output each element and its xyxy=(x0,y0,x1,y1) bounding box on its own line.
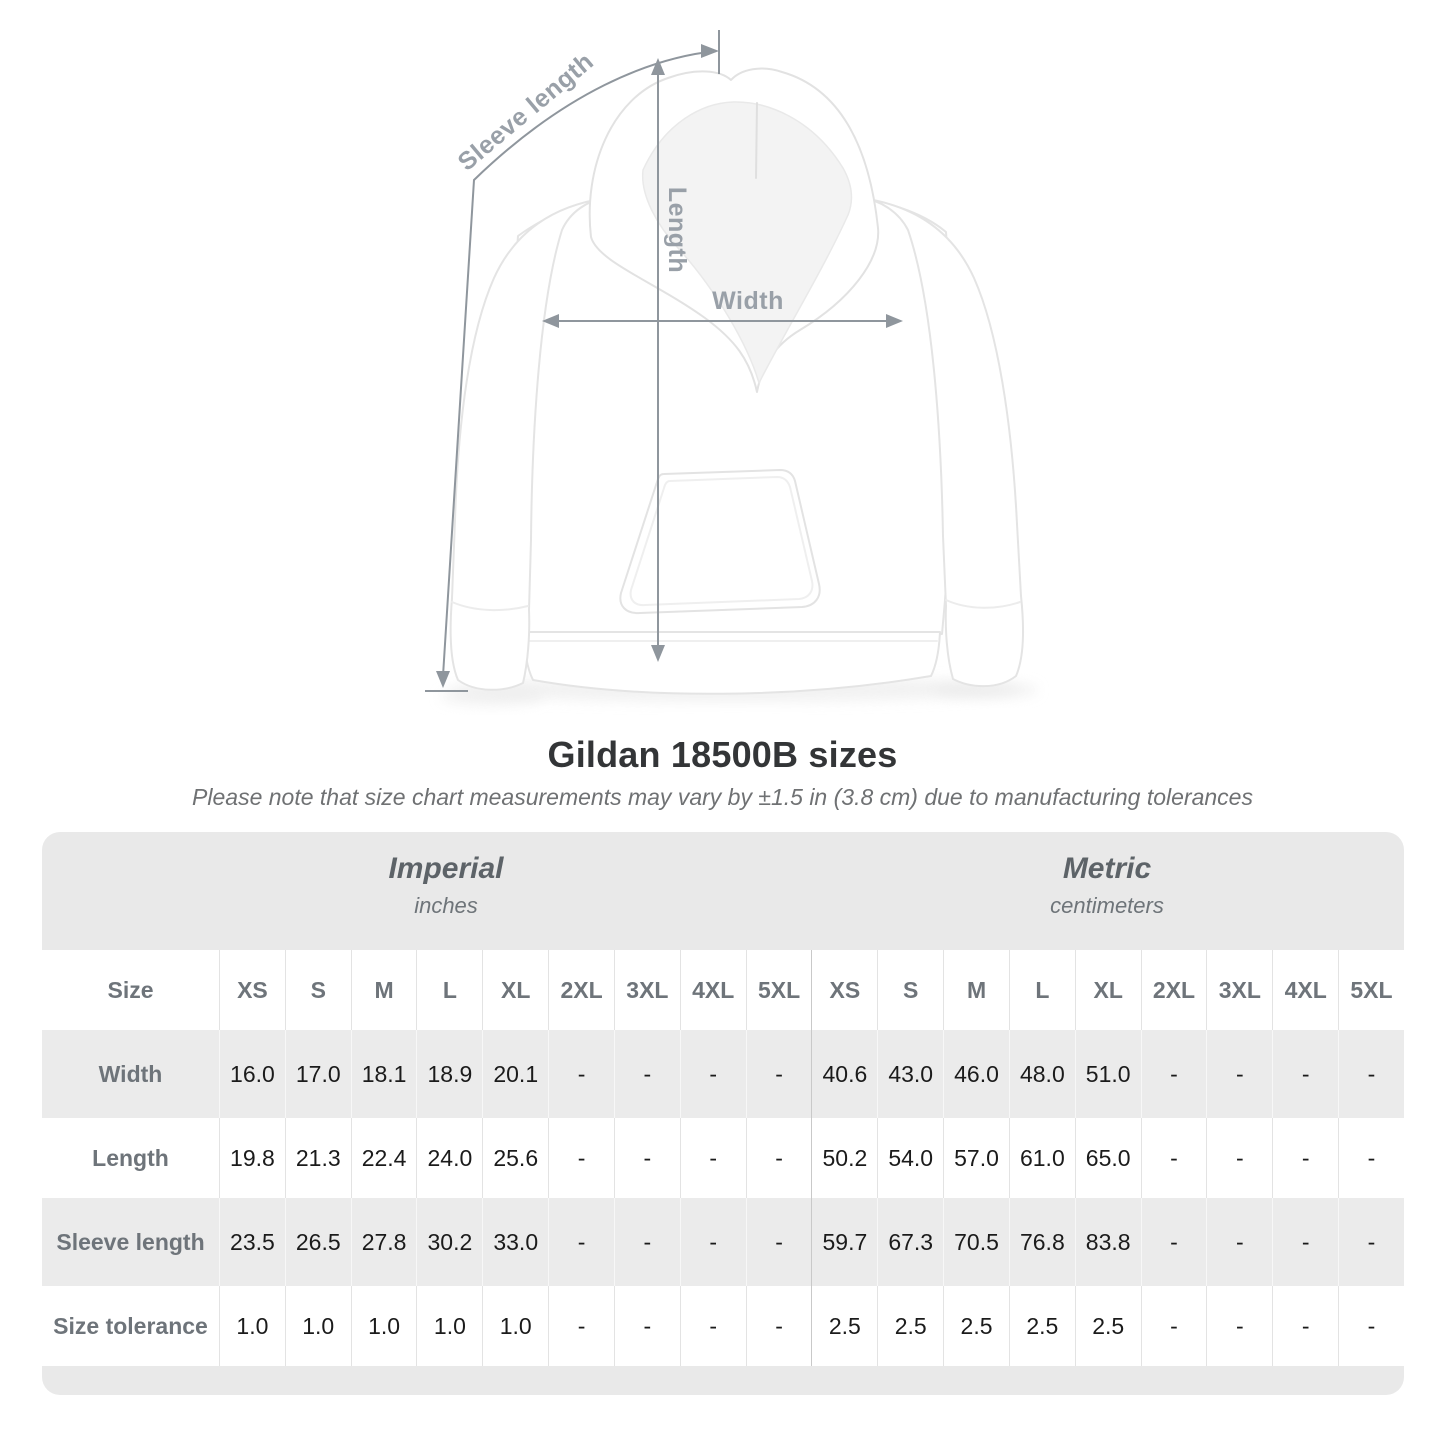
cell-value: 18.1 xyxy=(351,1030,417,1118)
cell-value: 2.5 xyxy=(943,1286,1009,1366)
cell-value: - xyxy=(1338,1118,1404,1198)
cell-value: 19.8 xyxy=(219,1118,285,1198)
cell-value: 2.5 xyxy=(811,1286,877,1366)
cell-value: - xyxy=(548,1286,614,1366)
cell-value: - xyxy=(1272,1198,1338,1286)
size-table xyxy=(42,832,1404,1395)
size-col-header: 2XL xyxy=(1141,950,1207,1030)
cell-value: 59.7 xyxy=(811,1198,877,1286)
cell-value: - xyxy=(614,1030,680,1118)
size-col-header: 3XL xyxy=(1206,950,1272,1030)
cell-value: 16.0 xyxy=(219,1030,285,1118)
cell-value: 54.0 xyxy=(877,1118,943,1198)
size-header-label: Size xyxy=(107,976,154,1003)
size-col-header: 3XL xyxy=(614,950,680,1030)
size-col-header: S xyxy=(877,950,943,1030)
imperial-sublabel: inches xyxy=(414,893,478,918)
cell-value: 65.0 xyxy=(1075,1118,1141,1198)
cell-value: 70.5 xyxy=(943,1198,1009,1286)
size-col-header: L xyxy=(416,950,482,1030)
cell-value: 1.0 xyxy=(285,1286,351,1366)
page-subtitle: Please note that size chart measurements may vary by ±1.5 in (3.8 cm) due to manufacturing tolerances xyxy=(192,784,1253,810)
cell-value: - xyxy=(548,1198,614,1286)
cell-value: - xyxy=(614,1198,680,1286)
size-col-header: XL xyxy=(482,950,548,1030)
cell-value: 50.2 xyxy=(811,1118,877,1198)
units-band xyxy=(42,832,1404,950)
cell-value: 40.6 xyxy=(811,1030,877,1118)
size-col-header: 2XL xyxy=(548,950,614,1030)
cell-value: - xyxy=(1141,1118,1207,1198)
table-footer-band xyxy=(42,1366,1404,1395)
cell-value: 76.8 xyxy=(1009,1198,1075,1286)
row-label: Width xyxy=(98,1060,163,1087)
cell-value: 61.0 xyxy=(1009,1118,1075,1198)
cell-value: - xyxy=(1272,1030,1338,1118)
cell-value: - xyxy=(746,1286,812,1366)
size-col-header: M xyxy=(943,950,1009,1030)
cell-value: 2.5 xyxy=(877,1286,943,1366)
cell-value: 46.0 xyxy=(943,1030,1009,1118)
table-row xyxy=(42,1286,1404,1366)
size-header-row xyxy=(42,950,1404,1030)
width-label: Width xyxy=(712,287,784,315)
cell-value: 24.0 xyxy=(416,1118,482,1198)
cell-value: 1.0 xyxy=(416,1286,482,1366)
cell-value: 67.3 xyxy=(877,1198,943,1286)
cell-value: 22.4 xyxy=(351,1118,417,1198)
size-col-header: M xyxy=(351,950,417,1030)
cell-value: 25.6 xyxy=(482,1118,548,1198)
cell-value: 18.9 xyxy=(416,1030,482,1118)
size-col-header: 5XL xyxy=(746,950,812,1030)
cell-value: - xyxy=(746,1198,812,1286)
cell-value: 57.0 xyxy=(943,1118,1009,1198)
cell-value: 2.5 xyxy=(1009,1286,1075,1366)
cell-value: - xyxy=(746,1030,812,1118)
row-label: Length xyxy=(92,1144,169,1171)
row-label: Sleeve length xyxy=(56,1228,205,1255)
cell-value: - xyxy=(1272,1118,1338,1198)
cell-value: - xyxy=(548,1118,614,1198)
cell-value: 83.8 xyxy=(1075,1198,1141,1286)
table-row xyxy=(42,1030,1404,1118)
metric-unit-group xyxy=(1050,849,1164,923)
cell-value: - xyxy=(1206,1198,1272,1286)
cell-value: 23.5 xyxy=(219,1198,285,1286)
cell-value: - xyxy=(680,1198,746,1286)
page-title: Gildan 18500B sizes xyxy=(547,734,898,775)
cell-value: 21.3 xyxy=(285,1118,351,1198)
length-label: Length xyxy=(663,186,691,274)
cell-value: 43.0 xyxy=(877,1030,943,1118)
cell-value: - xyxy=(614,1286,680,1366)
cell-value: 27.8 xyxy=(351,1198,417,1286)
metric-sublabel: centimeters xyxy=(1050,893,1164,918)
table-body xyxy=(42,1030,1404,1366)
cell-value: - xyxy=(1338,1286,1404,1366)
size-col-header: 5XL xyxy=(1338,950,1404,1030)
imperial-label: Imperial xyxy=(388,852,504,885)
hoodie-illustration xyxy=(451,69,1023,694)
size-col-header: 4XL xyxy=(680,950,746,1030)
cell-value: 20.1 xyxy=(482,1030,548,1118)
cell-value: - xyxy=(746,1118,812,1198)
metric-label: Metric xyxy=(1062,852,1152,885)
cell-value: 17.0 xyxy=(285,1030,351,1118)
cell-value: 2.5 xyxy=(1075,1286,1141,1366)
cell-value: 26.5 xyxy=(285,1198,351,1286)
imperial-unit-group xyxy=(388,849,503,923)
cell-value: - xyxy=(1206,1286,1272,1366)
size-col-header: XS xyxy=(811,950,877,1030)
cell-value: - xyxy=(1141,1198,1207,1286)
cell-value: - xyxy=(1141,1286,1207,1366)
table-row xyxy=(42,1198,1404,1286)
cell-value: - xyxy=(680,1286,746,1366)
cell-value: 1.0 xyxy=(219,1286,285,1366)
size-col-header: 4XL xyxy=(1272,950,1338,1030)
cell-value: 51.0 xyxy=(1075,1030,1141,1118)
size-col-header: S xyxy=(285,950,351,1030)
cell-value: 48.0 xyxy=(1009,1030,1075,1118)
table-row xyxy=(42,1118,1404,1198)
cell-value: - xyxy=(1206,1030,1272,1118)
cell-value: 30.2 xyxy=(416,1198,482,1286)
size-col-header: L xyxy=(1009,950,1075,1030)
cell-value: - xyxy=(680,1030,746,1118)
cell-value: - xyxy=(1338,1030,1404,1118)
cell-value: - xyxy=(1338,1198,1404,1286)
cell-value: - xyxy=(680,1118,746,1198)
cell-value: - xyxy=(548,1030,614,1118)
cell-value: 1.0 xyxy=(351,1286,417,1366)
cell-value: - xyxy=(1141,1030,1207,1118)
row-label: Size tolerance xyxy=(53,1312,208,1339)
cell-value: 1.0 xyxy=(482,1286,548,1366)
sleeve-length-label: Sleeve length xyxy=(452,47,600,177)
size-col-header: XS xyxy=(219,950,285,1030)
cell-value: 33.0 xyxy=(482,1198,548,1286)
cell-value: - xyxy=(1206,1118,1272,1198)
size-col-header: XL xyxy=(1075,950,1141,1030)
cell-value: - xyxy=(614,1118,680,1198)
cell-value: - xyxy=(1272,1286,1338,1366)
